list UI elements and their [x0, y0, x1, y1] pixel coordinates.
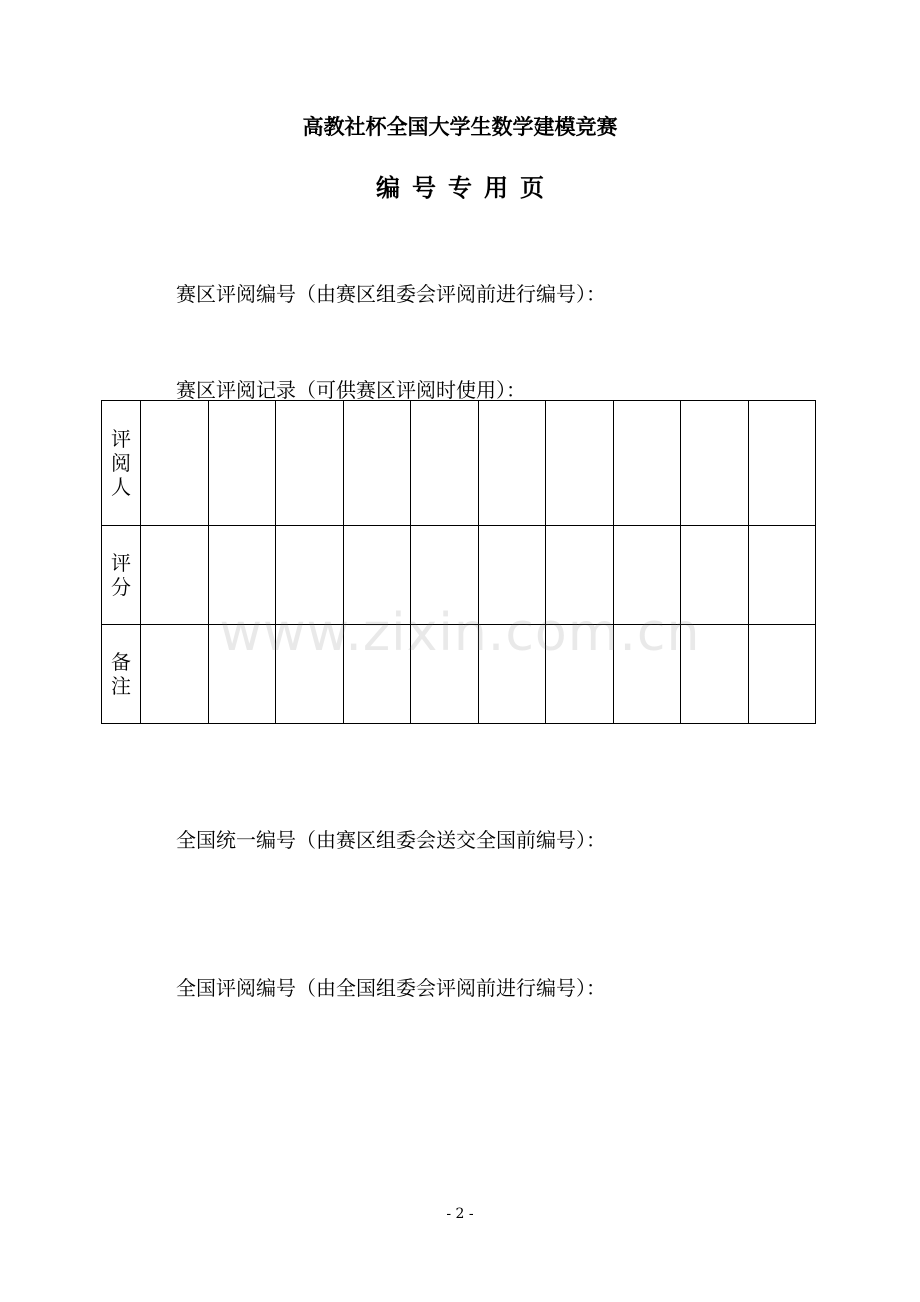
table-row-remarks: [102, 625, 816, 724]
table-cell: [613, 401, 681, 526]
table-cell: [411, 526, 479, 625]
table-cell: [411, 401, 479, 526]
regional-review-number-label: 赛区评阅编号（由赛区组委会评阅前进行编号）：: [176, 282, 606, 306]
table-cell: [343, 401, 411, 526]
table-cell: [546, 401, 614, 526]
table-cell: [208, 401, 276, 526]
table-cell: [748, 625, 816, 724]
table-cell: [141, 401, 209, 526]
row-header-char: 分: [111, 575, 131, 599]
regional-review-record-label: 赛区评阅记录（可供赛区评阅时使用）：: [176, 378, 526, 402]
table-cell: [141, 625, 209, 724]
row-header-char: 备: [111, 650, 131, 674]
table-cell: [681, 526, 749, 625]
row-header-char: 阅: [111, 451, 131, 475]
table-cell: [411, 625, 479, 724]
table-cell: [478, 526, 546, 625]
table-cell: [141, 526, 209, 625]
review-record-table: [101, 400, 816, 724]
table-cell: [681, 401, 749, 526]
table-row-reviewer: [102, 401, 816, 526]
table-cell: [613, 625, 681, 724]
table-cell: [748, 401, 816, 526]
document-title: 高教社杯全国大学生数学建模竞赛: [302, 114, 618, 139]
table-cell: [478, 625, 546, 724]
row-header-reviewer: [102, 401, 141, 526]
table-cell: [343, 526, 411, 625]
national-unified-number-label: 全国统一编号（由赛区组委会送交全国前编号）：: [176, 828, 606, 852]
table-cell: [546, 526, 614, 625]
table-cell: [478, 401, 546, 526]
row-header-remarks: [102, 625, 141, 724]
table-cell: [343, 625, 411, 724]
table-cell: [276, 401, 344, 526]
subtitle-char: 专: [448, 173, 472, 202]
row-header-char: 评: [111, 551, 131, 575]
row-header-score: [102, 526, 141, 625]
table-cell: [276, 526, 344, 625]
subtitle-char: 编: [376, 173, 400, 202]
page-subtitle: [0, 168, 920, 203]
row-header-char: 人: [111, 475, 131, 499]
table-row-score: [102, 526, 816, 625]
table-cell: [748, 526, 816, 625]
subtitle-char: 号: [412, 173, 436, 202]
table-cell: [208, 625, 276, 724]
table-cell: [546, 625, 614, 724]
row-header-char: 评: [111, 427, 131, 451]
row-header-char: 注: [111, 674, 131, 698]
table-cell: [681, 625, 749, 724]
subtitle-char: 页: [520, 173, 544, 202]
subtitle-char: 用: [484, 173, 508, 202]
national-review-number-label: 全国评阅编号（由全国组委会评阅前进行编号）：: [176, 976, 606, 1000]
table-cell: [276, 625, 344, 724]
page-number: - 2 -: [446, 1206, 474, 1222]
table-cell: [613, 526, 681, 625]
watermark: www.zixin.com.cn: [219, 603, 701, 663]
table-cell: [208, 526, 276, 625]
